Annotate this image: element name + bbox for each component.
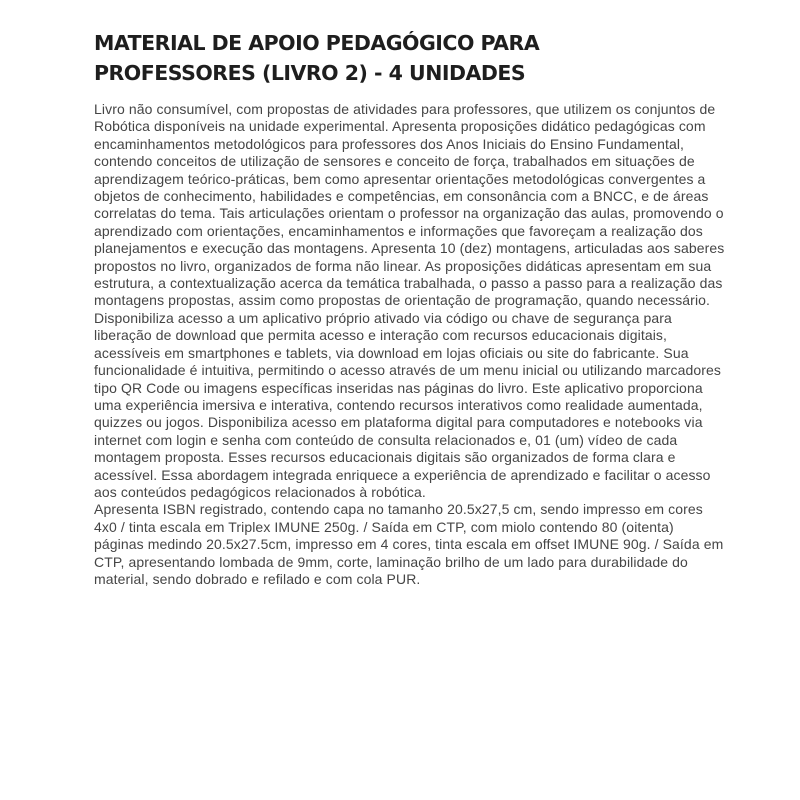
page-title-line-2: PROFESSORES (LIVRO 2) - 4 UNIDADES [94,61,526,85]
page-title [94,28,726,88]
print-specs-paragraph: Apresenta ISBN registrado, contendo capa no tamanho 20.5x27,5 cm, sendo impresso em cores 4x0 / tinta escala em Triplex IMUNE 250g. / Saída em CTP, com miolo contendo 80 (oitenta) páginas medindo 20.5x27.5cm, impresso em 4 cores, tinta escala em offset IMUNE 90g. / Saída em CTP, apresentando lombada de 9mm, corte, laminação brilho de um lado para durabilidade do material, sendo dobrado e refilado e com cola PUR. [94,501,724,587]
description-paragraph: Livro não consumível, com propostas de atividades para professores, que utilizem os conjuntos de Robótica disponíveis na unidade experimental. Apresenta proposições didático pedagógicas com encaminhamentos metodológicos para professores dos Anos Iniciais do Ensino Fundamental, contendo conceitos de utilização de sensores e conceito de força, trabalhados em situações de aprendizagem teórico-práticas, bem como apresentar orientações metodológicas convergentes a objetos de conhecimento, habilidades e competências, em consonância com a BNCC, e de áreas correlatas do tema. Tais articulações orientam o professor na organização das aulas, promovendo o aprendizado com orientações, encaminhamentos e informações que favoreçam a realização dos planejamentos e execução das montagens. Apresenta 10 (dez) montagens, articuladas aos saberes propostos no livro, organizados de forma não linear. As proposições didáticas apresentam em sua estrutura, a contextualização acerca da temática trabalhada, o passo a passo para a realização das montagens propostas, assim como propostas de orientação de programação, quando necessário. Disponibiliza acesso a um aplicativo próprio ativado via código ou chave de segurança para liberação de download que permita acesso e interação com recursos educacionais digitais, acessíveis em smartphones e tablets, via download em lojas oficiais ou site do fabricante. Sua funcionalidade é intuitiva, permitindo o acesso através de um menu inicial ou utilizando marcadores tipo QR Code ou imagens específicas inseridas nas páginas do livro. Este aplicativo proporciona uma experiência imersiva e interativa, contendo recursos interativos como realidade aumentada, quizzes ou jogos. Disponibiliza acesso em plataforma digital para computadores e notebooks via internet com login e senha com conteúdo de consulta relacionados e, 01 (um) vídeo de cada montagem proposta. Esses recursos educacionais digitais são organizados de forma clara e acessível. Essa abordagem integrada enriquece a experiência de aprendizado e facilitar o acesso aos conteúdos pedagógicos relacionados à robótica. [94,101,725,500]
content-area [94,28,726,588]
page-title-line-1: MATERIAL DE APOIO PEDAGÓGICO PARA [94,31,540,55]
